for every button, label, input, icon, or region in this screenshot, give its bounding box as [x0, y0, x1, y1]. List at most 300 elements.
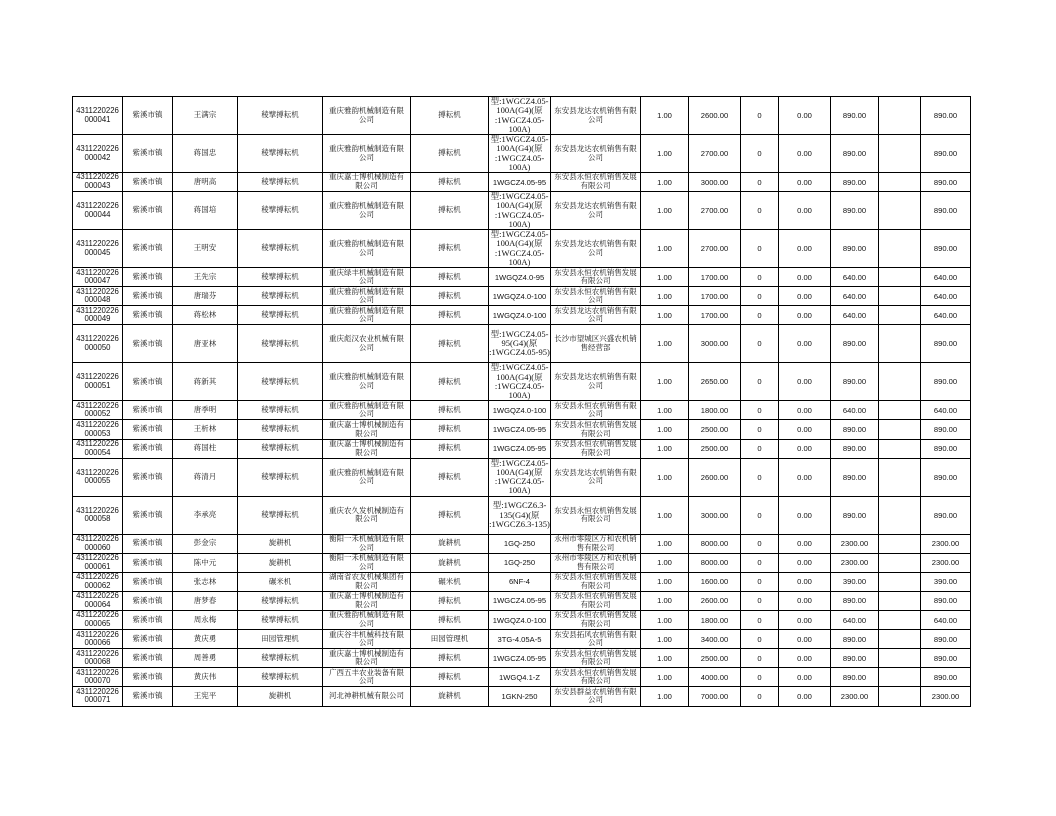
product-name-cell: [411, 649, 489, 668]
unit-price-cell: [689, 268, 741, 287]
manufacturer-cell: [323, 630, 411, 649]
manufacturer-cell: [323, 687, 411, 706]
model-line: 6NF-4: [508, 577, 531, 587]
quantity: 1.00: [657, 149, 672, 158]
subsidy-amount: 2300.00: [840, 558, 869, 568]
model-line: 型:1WGCZ6.3-: [492, 500, 547, 511]
manufacturer-cell: [323, 420, 411, 439]
record-id-cell: [73, 325, 123, 363]
quantity-cell: [641, 668, 689, 687]
subsidy-amount: 640.00: [842, 615, 867, 625]
product-name: 旋耕机: [438, 538, 461, 548]
machine-category: 稜擘搏耘机: [261, 424, 299, 434]
amount-value-cell: [779, 135, 831, 173]
buyer-name-cell: [173, 687, 238, 706]
buyer-name-cell: [173, 401, 238, 420]
record-id-cell: [73, 173, 123, 192]
model-line: 型:1WGCZ4.05-: [490, 362, 549, 373]
subsidy-amount: 640.00: [842, 405, 867, 415]
product-name: 搏耘机: [438, 595, 461, 605]
dealer: 永州市零陵区万和农机销售有限公司: [554, 534, 637, 552]
product-name: 搏耘机: [438, 110, 461, 120]
total-subsidy: 640.00: [933, 615, 958, 625]
unit-price: 2500.00: [700, 653, 729, 663]
model-line: 100A(G4)(原: [496, 105, 543, 116]
model-cell: [489, 572, 551, 591]
empty-value-cell: [879, 553, 921, 572]
record-id-cell: [73, 553, 123, 572]
buyer-name: 李承亮: [193, 509, 217, 519]
unit-price-cell: [689, 649, 741, 668]
machine-category-cell: [238, 192, 323, 230]
dealer-cell: [551, 420, 641, 439]
unit-price: 8000.00: [700, 539, 729, 549]
town: 紫溪市镇: [132, 148, 163, 158]
table-row: [73, 572, 971, 591]
quantity-cell: [641, 97, 689, 135]
model-cell: [489, 97, 551, 135]
amount-value: 0.00: [797, 272, 812, 282]
product-name: 搏耘机: [438, 424, 461, 434]
unit-price-cell: [689, 458, 741, 496]
product-name-cell: [411, 363, 489, 401]
buyer-name: 蒋国柱: [193, 443, 217, 453]
dealer: 东安县群益农机销售有限公司: [554, 686, 637, 705]
product-name: 搏耘机: [438, 243, 461, 253]
record-id: 4311220226000055: [76, 467, 119, 486]
model-line: 100A(G4)(原: [496, 200, 543, 211]
model-line: 1GKN-250: [501, 691, 538, 701]
record-id-cell: [73, 363, 123, 401]
buyer-name-cell: [173, 287, 238, 306]
town: 紫溪市镇: [132, 672, 163, 682]
total-subsidy-cell: [921, 287, 971, 306]
town-cell: [123, 287, 173, 306]
manufacturer: 重庆嘉士博机械制造有限公司: [329, 591, 404, 609]
town: 紫溪市镇: [132, 652, 163, 662]
quantity-cell: [641, 439, 689, 458]
quantity-cell: [641, 363, 689, 401]
amount-value: 0.00: [797, 206, 812, 216]
dealer: 东安县永恒农机销售有限公司: [554, 400, 637, 419]
buyer-name-cell: [173, 192, 238, 230]
count-value: 0: [757, 149, 762, 158]
count-value: 0: [757, 539, 762, 549]
total-subsidy-cell: [921, 534, 971, 553]
product-name: 搏耘机: [438, 148, 461, 158]
model-cell: [489, 496, 551, 534]
town-cell: [123, 363, 173, 401]
buyer-name: 唐梦春: [193, 595, 217, 605]
table-row: [73, 439, 971, 458]
town: 紫溪市镇: [132, 271, 163, 281]
table-row: [73, 173, 971, 192]
manufacturer: 重庆嘉士博机械制造有限公司: [329, 439, 404, 457]
table-row: [73, 630, 971, 649]
buyer-name-cell: [173, 230, 238, 268]
buyer-name: 王先宗: [193, 271, 217, 281]
machine-category: 旋耕机: [268, 691, 292, 701]
quantity: 1.00: [657, 244, 672, 254]
subsidy-amount: 390.00: [842, 577, 867, 587]
record-id: 4311220226000045: [76, 239, 119, 257]
record-id: 4311220226000049: [76, 305, 119, 324]
amount-value-cell: [779, 420, 831, 439]
model-cell: [489, 230, 551, 268]
table-row: [73, 611, 971, 630]
unit-price-cell: [689, 306, 741, 325]
manufacturer: 重庆雅韵机械制造有限公司: [329, 201, 404, 219]
model-cell: [489, 173, 551, 192]
model-line: 型:1WGCZ4.05-: [490, 457, 549, 468]
record-id: 4311220226000043: [76, 172, 119, 191]
amount-value: 0.00: [797, 634, 812, 644]
product-name-cell: [411, 534, 489, 553]
unit-price-cell: [689, 439, 741, 458]
record-id-cell: [73, 230, 123, 268]
record-id-cell: [73, 458, 123, 496]
manufacturer-cell: [323, 534, 411, 553]
buyer-name: 蒋国培: [193, 205, 217, 215]
product-name-cell: [411, 268, 489, 287]
town-cell: [123, 97, 173, 135]
amount-value: 0.00: [797, 653, 812, 663]
amount-value-cell: [779, 649, 831, 668]
record-id: 4311220226000047: [76, 267, 119, 286]
amount-value: 0.00: [797, 444, 812, 454]
count-value: 0: [757, 691, 762, 701]
dealer-cell: [551, 268, 641, 287]
dealer: 东安县龙达农机销售有限公司: [554, 239, 637, 257]
count-value-cell: [741, 572, 779, 591]
amount-value-cell: [779, 306, 831, 325]
empty-value-cell: [879, 325, 921, 363]
record-id: 4311220226000050: [76, 334, 119, 352]
subsidy-amount-cell: [831, 572, 879, 591]
total-subsidy-cell: [921, 668, 971, 687]
model-line: 1WGQZ4.0-100: [492, 291, 547, 301]
product-name: 搏耘机: [438, 471, 461, 481]
total-subsidy-cell: [921, 420, 971, 439]
amount-value-cell: [779, 97, 831, 135]
unit-price: 4000.00: [700, 672, 729, 682]
table-body: [73, 97, 971, 707]
product-name: 搏耘机: [438, 205, 461, 215]
unit-price: 2700.00: [700, 244, 729, 254]
buyer-name-cell: [173, 173, 238, 192]
model-line: :1WGCZ4.05-: [494, 152, 545, 163]
total-subsidy-cell: [921, 401, 971, 420]
buyer-name-cell: [173, 268, 238, 287]
count-value: 0: [757, 510, 762, 520]
model-cell: [489, 458, 551, 496]
subsidy-amount-cell: [831, 553, 879, 572]
table-row: [73, 496, 971, 534]
count-value: 0: [757, 653, 762, 663]
subsidy-amount: 2300.00: [840, 691, 869, 701]
subsidy-amount: 890.00: [842, 339, 867, 349]
count-value: 0: [757, 339, 762, 349]
total-subsidy-cell: [921, 363, 971, 401]
count-value: 0: [757, 672, 762, 682]
subsidy-amount-cell: [831, 496, 879, 534]
dealer: 东安县龙达农机销售有限公司: [554, 372, 637, 390]
dealer: 东安县永恒农机销售发展有限公司: [554, 667, 637, 686]
model-line: 100A): [508, 390, 531, 401]
record-id-cell: [73, 306, 123, 325]
count-value-cell: [741, 649, 779, 668]
manufacturer-cell: [323, 458, 411, 496]
quantity: 1.00: [657, 425, 672, 435]
model-line: 1WGCZ4.05-95: [492, 444, 547, 454]
record-id-cell: [73, 630, 123, 649]
dealer-cell: [551, 572, 641, 591]
quantity: 1.00: [657, 291, 672, 301]
amount-value: 0.00: [797, 310, 812, 320]
subsidy-amount: 640.00: [842, 272, 867, 282]
model-line: 型:1WGCZ4.05-: [490, 96, 549, 107]
town-cell: [123, 306, 173, 325]
town: 紫溪市镇: [132, 595, 163, 605]
dealer-cell: [551, 97, 641, 135]
model-cell: [489, 306, 551, 325]
model-line: :1WGCZ4.05-: [494, 476, 545, 487]
product-name-cell: [411, 230, 489, 268]
table-row: [73, 687, 971, 706]
subsidy-amount-cell: [831, 230, 879, 268]
manufacturer: 重庆彪汉农业机械有限公司: [329, 334, 404, 352]
model-line: 1WGCZ4.05-95: [492, 653, 547, 663]
total-subsidy: 890.00: [933, 149, 958, 158]
manufacturer: 河北神耕机械有限公司: [329, 691, 404, 701]
subsidy-amount: 890.00: [842, 111, 867, 120]
unit-price: 2500.00: [700, 444, 729, 454]
amount-value-cell: [779, 439, 831, 458]
amount-value: 0.00: [797, 377, 812, 387]
dealer-cell: [551, 458, 641, 496]
machine-category: 稜擘搏耘机: [261, 271, 299, 281]
total-subsidy-cell: [921, 572, 971, 591]
total-subsidy-cell: [921, 496, 971, 534]
model-line: 100A(G4)(原: [496, 466, 543, 477]
count-value: 0: [757, 444, 762, 454]
machine-category-cell: [238, 268, 323, 287]
buyer-name-cell: [173, 572, 238, 591]
record-id: 4311220226000066: [76, 629, 119, 648]
total-subsidy: 2300.00: [931, 539, 960, 549]
table-row: [73, 97, 971, 135]
buyer-name-cell: [173, 649, 238, 668]
amount-value-cell: [779, 534, 831, 553]
amount-value-cell: [779, 192, 831, 230]
product-name: 搏耘机: [438, 271, 461, 281]
buyer-name-cell: [173, 420, 238, 439]
total-subsidy: 890.00: [933, 206, 958, 216]
table-row: [73, 420, 971, 439]
model-cell: [489, 135, 551, 173]
model-line: 100A): [508, 123, 531, 134]
quantity: 1.00: [657, 510, 672, 520]
count-value: 0: [757, 291, 762, 301]
record-id-cell: [73, 97, 123, 135]
subsidy-amount-cell: [831, 192, 879, 230]
record-id: 4311220226000052: [76, 400, 119, 419]
record-id-cell: [73, 668, 123, 687]
buyer-name: 王明安: [193, 243, 217, 253]
dealer: 东安县拓风农机销售有限公司: [554, 629, 637, 648]
amount-value: 0.00: [797, 149, 812, 158]
product-name: 搏耘机: [438, 405, 461, 415]
town: 紫溪市镇: [132, 310, 163, 320]
record-id: 4311220226000044: [76, 201, 119, 219]
record-id-cell: [73, 439, 123, 458]
machine-category: 稜擘搏耘机: [261, 443, 299, 453]
record-id-cell: [73, 496, 123, 534]
count-value: 0: [757, 405, 762, 415]
machine-category: 稜擘搏耘机: [261, 290, 299, 300]
subsidy-amount-cell: [831, 649, 879, 668]
total-subsidy-cell: [921, 649, 971, 668]
manufacturer-cell: [323, 553, 411, 572]
count-value: 0: [757, 425, 762, 435]
model-line: :1WGCZ4.05-: [494, 209, 545, 220]
total-subsidy: 890.00: [933, 672, 958, 682]
manufacturer-cell: [323, 135, 411, 173]
machine-category-cell: [238, 649, 323, 668]
machine-category-cell: [238, 591, 323, 610]
record-id-cell: [73, 591, 123, 610]
town-cell: [123, 496, 173, 534]
quantity: 1.00: [657, 653, 672, 663]
buyer-name: 唐季明: [193, 405, 217, 415]
town: 紫溪市镇: [132, 176, 163, 186]
subsidy-amount: 640.00: [842, 291, 867, 301]
product-name: 搏耘机: [438, 290, 461, 300]
manufacturer: 重庆嘉士博机械制造有限公司: [329, 648, 404, 667]
quantity-cell: [641, 649, 689, 668]
dealer: 东安县永恒农机销售发展有限公司: [554, 572, 637, 590]
quantity: 1.00: [657, 272, 672, 282]
record-id: 4311220226000053: [76, 419, 119, 438]
manufacturer-cell: [323, 363, 411, 401]
count-value-cell: [741, 534, 779, 553]
count-value: 0: [757, 577, 762, 587]
product-name: 碾米机: [438, 576, 461, 586]
machine-category: 田园管理机: [261, 633, 299, 643]
dealer: 东安县永恒农机销售发展有限公司: [554, 267, 637, 286]
empty-value-cell: [879, 534, 921, 553]
buyer-name: 张志林: [193, 576, 217, 586]
town: 紫溪市镇: [132, 509, 163, 519]
town: 紫溪市镇: [132, 691, 163, 701]
town-cell: [123, 420, 173, 439]
amount-value: 0.00: [797, 596, 812, 606]
amount-value: 0.00: [797, 244, 812, 254]
model-line: :1WGCZ4.05-95): [489, 347, 550, 358]
unit-price-cell: [689, 572, 741, 591]
empty-value-cell: [879, 630, 921, 649]
manufacturer: 重庆雅韵机械制造有限公司: [329, 239, 404, 257]
record-id-cell: [73, 534, 123, 553]
record-id: 4311220226000065: [76, 610, 119, 629]
product-name-cell: [411, 591, 489, 610]
town-cell: [123, 325, 173, 363]
dealer-cell: [551, 630, 641, 649]
unit-price-cell: [689, 668, 741, 687]
amount-value: 0.00: [797, 691, 812, 701]
subsidy-amount: 890.00: [842, 444, 867, 454]
empty-value-cell: [879, 287, 921, 306]
machine-category-cell: [238, 553, 323, 572]
town-cell: [123, 439, 173, 458]
amount-value: 0.00: [797, 472, 812, 482]
unit-price-cell: [689, 363, 741, 401]
total-subsidy-cell: [921, 192, 971, 230]
subsidy-amount: 890.00: [842, 672, 867, 682]
empty-value-cell: [879, 572, 921, 591]
dealer-cell: [551, 553, 641, 572]
quantity-cell: [641, 496, 689, 534]
buyer-name-cell: [173, 668, 238, 687]
dealer-cell: [551, 287, 641, 306]
machine-category-cell: [238, 173, 323, 192]
subsidy-amount-cell: [831, 439, 879, 458]
table-row: [73, 649, 971, 668]
dealer-cell: [551, 687, 641, 706]
quantity: 1.00: [657, 615, 672, 625]
model-cell: [489, 420, 551, 439]
subsidy-amount-cell: [831, 135, 879, 173]
quantity-cell: [641, 325, 689, 363]
count-value-cell: [741, 630, 779, 649]
model-line: 135(G4)(原: [499, 509, 540, 520]
machine-category-cell: [238, 363, 323, 401]
town: 紫溪市镇: [132, 376, 163, 386]
amount-value: 0.00: [797, 111, 812, 120]
total-subsidy-cell: [921, 325, 971, 363]
model-cell: [489, 649, 551, 668]
total-subsidy: 890.00: [933, 244, 958, 254]
count-value-cell: [741, 287, 779, 306]
unit-price: 2600.00: [700, 111, 729, 120]
buyer-name-cell: [173, 591, 238, 610]
quantity: 1.00: [657, 672, 672, 682]
product-name-cell: [411, 553, 489, 572]
manufacturer: 广西五丰农业装备有限公司: [329, 667, 404, 686]
buyer-name: 蒋清月: [193, 471, 217, 481]
model-line: 100A(G4)(原: [496, 238, 543, 249]
manufacturer-cell: [323, 611, 411, 630]
machine-category-cell: [238, 630, 323, 649]
product-name: 搏耘机: [438, 652, 461, 662]
buyer-name-cell: [173, 363, 238, 401]
buyer-name: 黄庆伟: [193, 672, 217, 682]
count-value-cell: [741, 192, 779, 230]
unit-price-cell: [689, 135, 741, 173]
model-cell: [489, 439, 551, 458]
count-value-cell: [741, 135, 779, 173]
product-name: 旋耕机: [438, 557, 461, 567]
manufacturer-cell: [323, 287, 411, 306]
buyer-name-cell: [173, 306, 238, 325]
model-line: 100A(G4)(原: [496, 143, 543, 154]
buyer-name-cell: [173, 135, 238, 173]
dealer: 东安县永恒农机销售发展有限公司: [554, 591, 637, 609]
record-id: 4311220226000071: [76, 686, 119, 705]
dealer-cell: [551, 611, 641, 630]
subsidy-amount-cell: [831, 458, 879, 496]
buyer-name-cell: [173, 439, 238, 458]
